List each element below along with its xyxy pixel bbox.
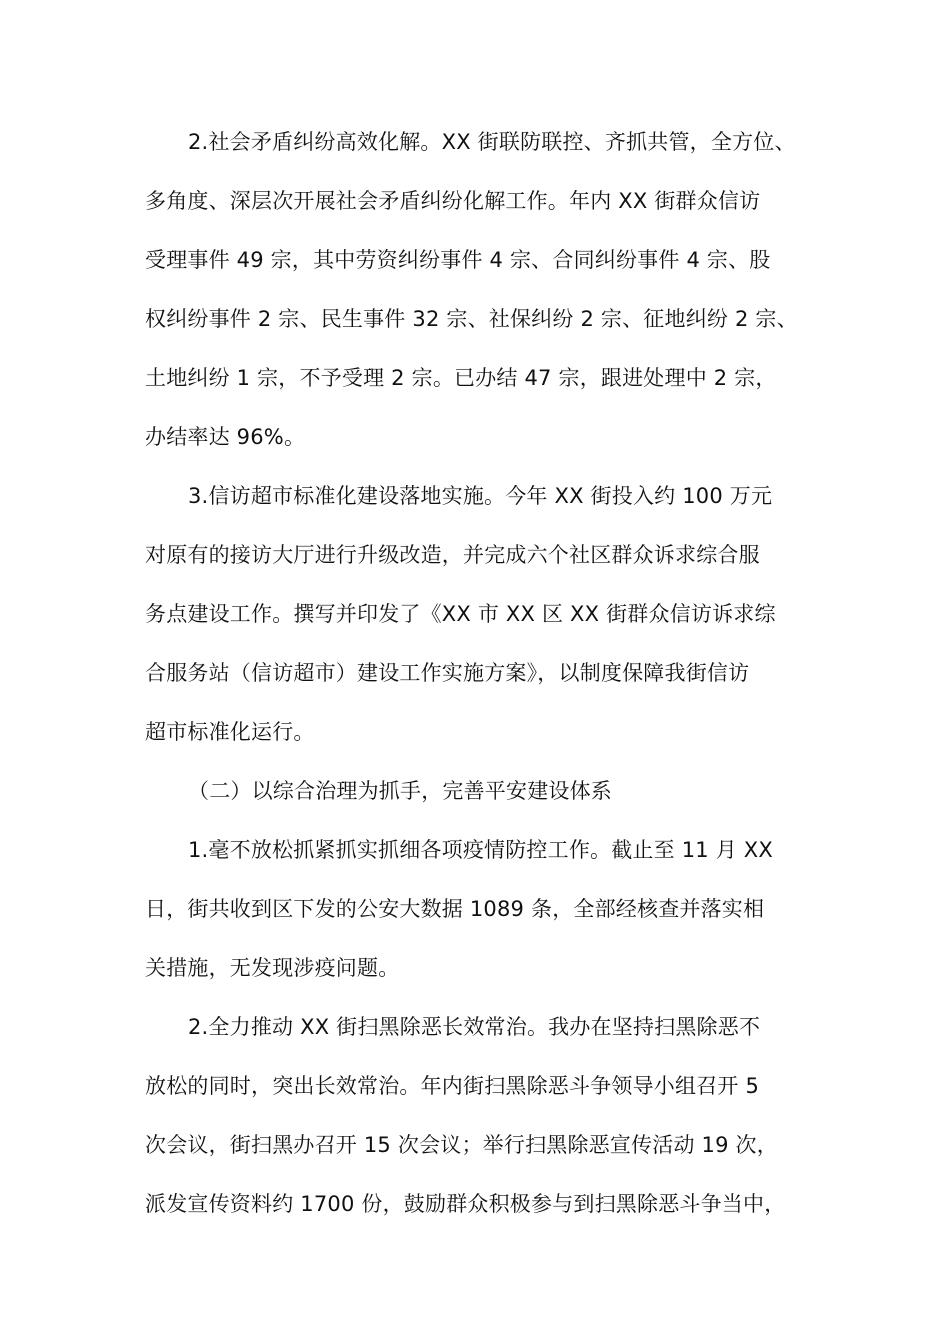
para-2-line-5: 土地纠纷 1 宗，不予受理 2 宗。已办结 47 宗，跟进处理中 2 宗，: [145, 366, 777, 390]
para-2-line-2: 多角度、深层次开展社会矛盾纠纷化解工作。年内 XX 街群众信访: [145, 189, 761, 213]
para-3-line-2: 对原有的接访大厅进行升级改造，并完成六个社区群众诉求综合服: [145, 543, 760, 567]
para-3-line-5: 超市标准化运行。: [145, 720, 315, 744]
para-2-line-6: 办结率达 96%。: [145, 425, 306, 449]
para-5-line-2: 放松的同时，突出长效常治。年内街扫黑除恶斗争领导小组召开 5: [145, 1074, 760, 1098]
para-4-line-2: 日，街共收到区下发的公安大数据 1089 条，全部经核查并落实相: [145, 897, 765, 921]
section-heading: （二）以综合治理为抓手，完善平安建设体系: [188, 779, 612, 803]
para-3-line-4: 合服务站（信访超市）建设工作实施方案》，以制度保障我街信访: [145, 661, 750, 685]
para-2-line-1: 2.社会矛盾纠纷高效化解。XX 街联防联控、齐抓共管，全方位、: [188, 130, 796, 154]
para-3-line-1: 3.信访超市标准化建设落地实施。今年 XX 街投入约 100 万元: [188, 484, 773, 508]
para-2-line-3: 受理事件 49 宗，其中劳资纠纷事件 4 宗、合同纠纷事件 4 宗、股: [145, 248, 771, 272]
para-2-line-4: 权纠纷事件 2 宗、民生事件 32 宗、社保纠纷 2 宗、征地纠纷 2 宗、: [145, 307, 798, 331]
para-3-line-3: 务点建设工作。撰写并印发了《XX 市 XX 区 XX 街群众信访诉求综: [145, 602, 776, 626]
para-5-line-4: 派发宣传资料约 1700 份，鼓励群众积极参与到扫黑除恶斗争当中，: [145, 1192, 786, 1216]
para-5-line-1: 2.全力推动 XX 街扫黑除恶长效常治。我办在坚持扫黑除恶不: [188, 1015, 761, 1039]
para-5-line-3: 次会议，街扫黑办召开 15 次会议；举行扫黑除恶宣传活动 19 次，: [145, 1133, 778, 1157]
para-4-line-3: 关措施，无发现涉疫问题。: [145, 956, 400, 980]
para-4-line-1: 1.毫不放松抓紧抓实抓细各项疫情防控工作。截止至 11 月 XX: [188, 838, 773, 862]
